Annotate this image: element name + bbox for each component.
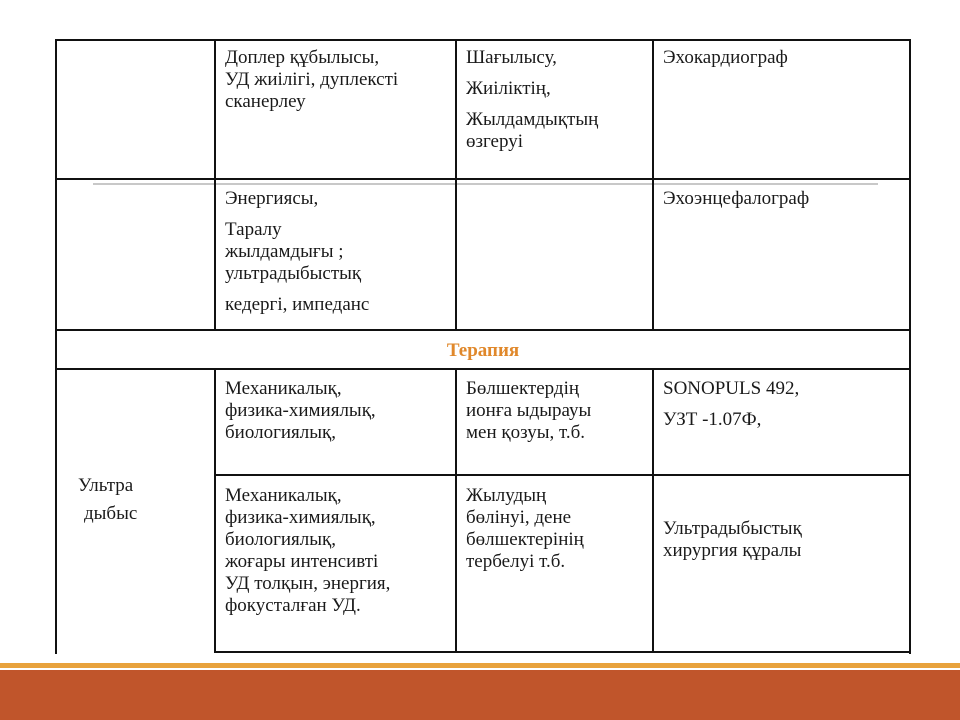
- cell-row1-method: [225, 47, 398, 113]
- cell-line: Бөлшектердің: [466, 378, 580, 399]
- cell-line: SONOPULS 492,: [663, 378, 800, 399]
- cell-line: Жылдамдықтың: [466, 109, 599, 130]
- table-col-divider-1: [214, 39, 216, 331]
- table-col-divider-2: [455, 39, 457, 331]
- cell-row1-effect: [466, 47, 598, 153]
- decorative-rule: [93, 183, 878, 185]
- cell-line: УД толқын, энергия,: [225, 573, 391, 594]
- cell-row2-device: [663, 188, 809, 210]
- cell-line: Механикалық,: [225, 378, 342, 399]
- table-border-bottom: [214, 651, 911, 653]
- cell-row2-method: [225, 188, 369, 316]
- table-col-divider-3b: [652, 368, 654, 653]
- cell-line: бөлінуі, дене: [466, 507, 572, 528]
- table-col-divider-3: [652, 39, 654, 331]
- cell-line: Энергиясы,: [225, 188, 319, 209]
- cell-line: мен қозуы, т.б.: [466, 422, 586, 443]
- cell-row3-method: [225, 378, 376, 444]
- cell-line: Ультрадыбыстық: [663, 518, 802, 539]
- cell-line: Жиіліктің,: [466, 78, 551, 99]
- cell-row1-device: [663, 47, 788, 69]
- table-col-divider-2b: [455, 368, 457, 653]
- footer-accent-line: [0, 663, 960, 668]
- cell-row3-device: [663, 378, 799, 431]
- footer-bar: [0, 670, 960, 720]
- cell-line: сканерлеу: [225, 91, 306, 112]
- cell-line: УЗТ -1.07Ф,: [663, 409, 762, 430]
- cell-line: жоғары интенсивті: [225, 551, 379, 572]
- cell-line: жылдамдығы ;: [225, 241, 344, 262]
- cell-line: ионға ыдырауы: [466, 400, 592, 421]
- cell-line: УД жиілігі, дуплексті: [225, 69, 399, 90]
- cell-line: Шағылысу,: [466, 47, 557, 68]
- cell-line: өзгеруі: [466, 131, 524, 152]
- cell-line: физика-химиялық,: [225, 400, 376, 421]
- table-rule-row1: [56, 178, 911, 180]
- cell-line: Таралу: [225, 219, 282, 240]
- cell-row3-effect: [466, 378, 591, 444]
- cell-line: Механикалық,: [225, 485, 342, 506]
- cell-line: Жылудың: [466, 485, 547, 506]
- cell-line: кедергі, импеданс: [225, 294, 370, 315]
- cell-line: физика-химиялық,: [225, 507, 376, 528]
- table-rule-row3: [214, 474, 911, 476]
- cell-line: Ультра: [78, 475, 134, 496]
- cell-line: дыбыс: [84, 503, 138, 524]
- cell-row4-effect: [466, 485, 584, 573]
- table-border-top: [56, 39, 911, 41]
- cell-line: бөлшектерінің: [466, 529, 584, 550]
- cell-ultrasound-label: [78, 472, 158, 528]
- cell-row4-method: [225, 485, 390, 617]
- section-title-therapy: Терапия: [446, 340, 520, 361]
- cell-row4-device: [663, 518, 802, 562]
- table-rule-row2: [56, 329, 911, 331]
- cell-line: Доплер құбылысы,: [225, 47, 380, 68]
- cell-line: ультрадыбыстық: [225, 263, 362, 284]
- cell-line: Эхоэнцефалограф: [663, 188, 810, 209]
- cell-line: биологиялық,: [225, 422, 336, 443]
- cell-line: тербелуі т.б.: [466, 551, 566, 572]
- table-col-divider-1b: [214, 368, 216, 653]
- table-rule-section: [56, 368, 911, 370]
- cell-line: фокусталған УД.: [225, 595, 361, 616]
- cell-line: Эхокардиограф: [663, 47, 788, 68]
- cell-line: хирургия құралы: [663, 540, 802, 561]
- cell-line: биологиялық,: [225, 529, 336, 550]
